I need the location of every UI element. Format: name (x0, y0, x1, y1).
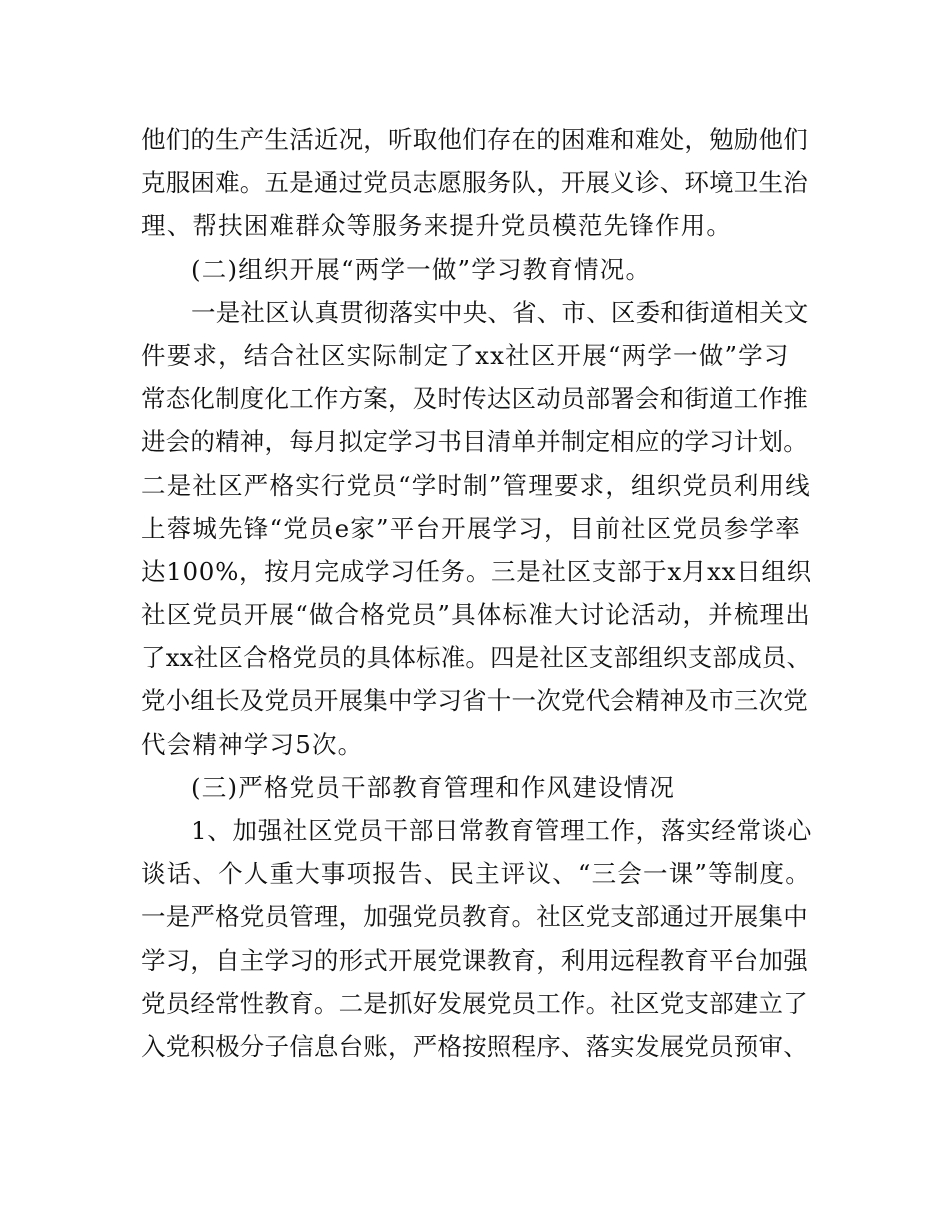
text-line: 上蓉城先锋“党员e家”平台开展学习，目前社区党员参学率 (141, 513, 801, 543)
section-heading-3: (三)严格党员干部教育管理和作风建设情况 (191, 772, 676, 802)
text-line: 一是社区认真贯彻落实中央、省、市、区委和街道相关文 (191, 297, 809, 327)
text-line: 入党积极分子信息台账，严格按照程序、落实发展党员预审、 (141, 1031, 808, 1061)
text-line: 党小组长及党员开展集中学习省十一次党代会精神及市三次党 (141, 686, 808, 716)
text-line: 代会精神学习5次。 (141, 729, 364, 759)
text-line: 他们的生产生活近况，听取他们存在的困难和难处，勉励他们 (141, 125, 808, 154)
text-line: 社区党员开展“做合格党员”具体标准大讨论活动，并梳理出 (141, 600, 811, 630)
text-line: 进会的精神，每月拟定学习书目清单并制定相应的学习计划。 (141, 427, 808, 457)
text-line: 党员经常性教育。二是抓好发展党员工作。社区党支部建立了 (141, 988, 808, 1018)
text-line: 克服困难。五是通过党员志愿服务队，开展义诊、环境卫生治 (141, 168, 808, 198)
text-line: 谈话、个人重大事项报告、民主评议、“三会一课”等制度。 (141, 859, 811, 889)
text-line: 二是社区严格实行党员“学时制”管理要求，组织党员利用线 (141, 470, 811, 500)
text-line: 学习，自主学习的形式开展党课教育，利用远程教育平台加强 (141, 945, 808, 975)
text-line: 理、帮扶困难群众等服务来提升党员模范先锋作用。 (141, 211, 733, 241)
document-body (141, 118, 813, 1068)
text-line: 达100%，按月完成学习任务。三是社区支部于x月xx日组织 (141, 556, 812, 586)
text-line: 件要求，结合社区实际制定了xx社区开展“两学一做”学习 (141, 340, 790, 370)
text-line: 1、加强社区党员干部日常教育管理工作，落实经常谈心 (191, 816, 813, 845)
text-line: 了xx社区合格党员的具体标准。四是社区支部组织支部成员、 (141, 643, 812, 673)
text-line: 常态化制度化工作方案，及时传达区动员部署会和街道工作推 (141, 384, 808, 414)
text-line: 一是严格党员管理，加强党员教育。社区党支部通过开展集中 (141, 902, 808, 932)
section-heading-2: (二)组织开展“两学一做”学习教育情况。 (191, 254, 652, 284)
